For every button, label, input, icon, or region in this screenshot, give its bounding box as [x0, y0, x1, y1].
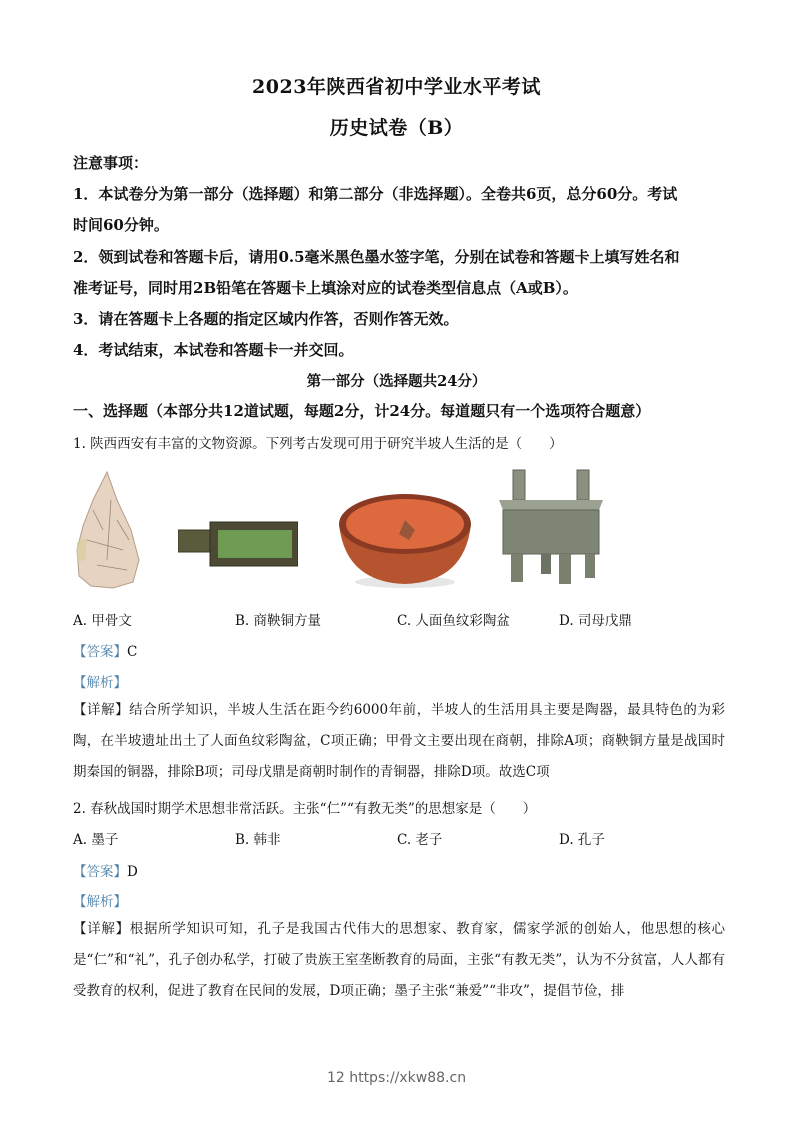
- analysis-tag: 【解析】: [73, 894, 127, 910]
- answer-line: [73, 640, 137, 660]
- option-b: B. 韩非: [235, 832, 281, 848]
- exam-subtitle: 历史试卷（B）: [329, 117, 464, 139]
- option-d: D. 司母戊鼎: [559, 613, 632, 629]
- detail-tag: 【详解】: [73, 921, 130, 937]
- option-c: C. 人面鱼纹彩陶盆: [397, 613, 510, 629]
- detail-paragraph: [73, 914, 725, 1007]
- notice-line: 3．请在答题卡上各题的指定区域内作答，否则作答无效。: [73, 310, 459, 328]
- painted-pottery-basin-image: [335, 490, 475, 590]
- answer-tag: 【答案】: [73, 644, 127, 660]
- section-heading: 一、选择题（本部分共12道试题，每题2分，计24分。每道题只有一个选项符合题意）: [73, 402, 651, 420]
- option-a: A. 甲骨文: [73, 613, 132, 629]
- bronze-measure-image: [178, 520, 298, 570]
- notice-line: 2．领到试卷和答题卡后，请用0.5毫米黑色墨水签字笔，分别在试卷和答题卡上填写姓名和: [73, 248, 680, 266]
- answer-tag: 【答案】: [73, 864, 127, 880]
- detail-text: 结合所学知识，半坡人生活在距今约6000年前，半坡人的生活用具主要是陶器，最具特色的为彩陶，在半坡遗址出土了人面鱼纹彩陶盆，C项正确；甲骨文主要出现在商朝，排除A项；商鞅铜方量是战国时期秦国的铜器，排除B项；司母戊鼎是商朝时制作的青铜器，排除D项。故选C项: [73, 702, 726, 780]
- answer-value: D: [127, 864, 138, 880]
- answer-line: [73, 860, 138, 880]
- notice-heading: 注意事项：: [73, 154, 149, 172]
- detail-tag: 【详解】: [73, 702, 130, 718]
- question-stem: 1. 陕西西安有丰富的文物资源。下列考古发现可用于研究半坡人生活的是（ ）: [73, 436, 563, 452]
- option-b: B. 商鞅铜方量: [235, 613, 322, 629]
- option-c: C. 老子: [397, 832, 443, 848]
- detail-paragraph: [73, 695, 725, 788]
- option-a: A. 墨子: [73, 832, 119, 848]
- option-d: D. 孔子: [559, 832, 605, 848]
- detail-text: 根据所学知识可知，孔子是我国古代伟大的思想家、教育家，儒家学派的创始人，他思想的核心是“仁”和“礼”，孔子创办私学，打破了贵族王室垄断教育的局面，主张“有教无类”，认为不分贫富，人人都有受教育的权利，促进了教育在民间的发展，D项正确；墨子主张“兼爱”“非攻”，提倡节俭，排: [73, 921, 726, 999]
- answer-value: C: [127, 644, 138, 660]
- notice-line: 1．本试卷分为第一部分（选择题）和第二部分（非选择题）。全卷共6页，总分60分。考试: [73, 185, 678, 203]
- part-heading: 第一部分（选择题共24分）: [306, 373, 487, 390]
- oracle-bone-image: [73, 470, 143, 590]
- analysis-tag: 【解析】: [73, 675, 127, 691]
- question-stem: 2. 春秋战国时期学术思想非常活跃。主张“仁”“有教无类”的思想家是（ ）: [73, 801, 537, 817]
- notice-line: 4．考试结束，本试卷和答题卡一并交回。: [73, 341, 354, 359]
- exam-title: 2023年陕西省初中学业水平考试: [252, 76, 541, 98]
- page-footer: 12 https://xkw88.cn: [326, 1070, 467, 1086]
- notice-line: 时间60分钟。: [73, 216, 169, 234]
- simuwu-ding-image: [495, 466, 605, 584]
- notice-line: 准考证号，同时用2B铅笔在答题卡上填涂对应的试卷类型信息点（A或B）。: [73, 279, 578, 297]
